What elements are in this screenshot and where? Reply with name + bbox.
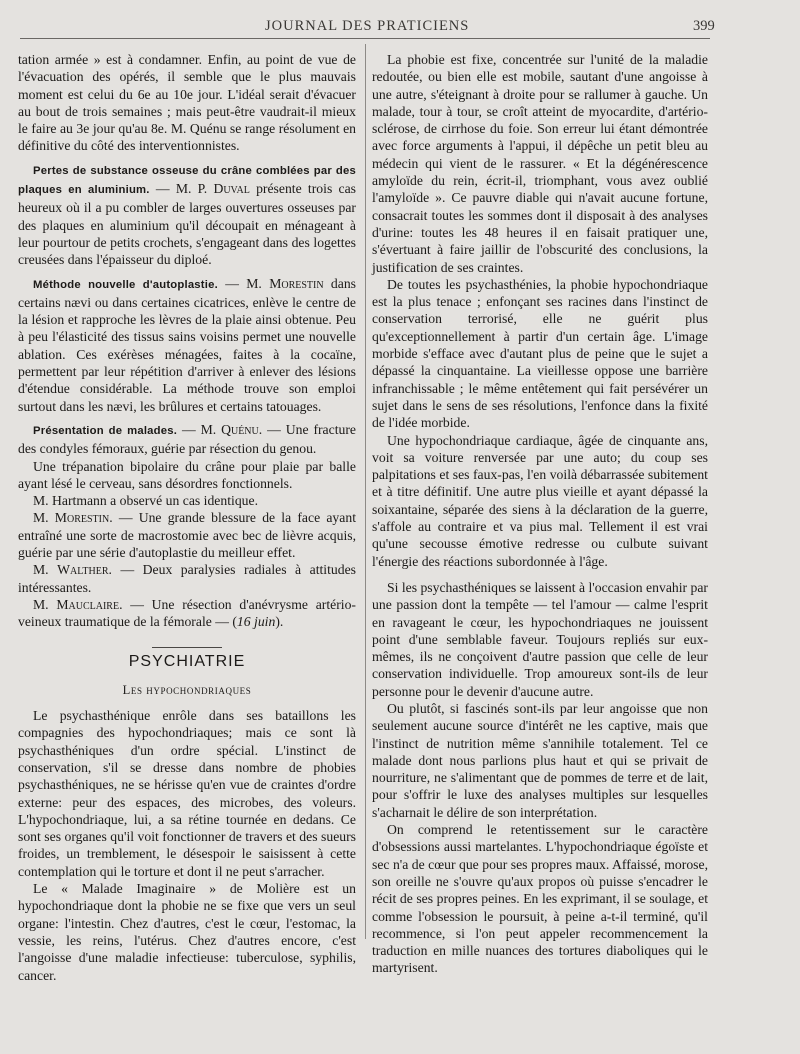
author-name: Quénu — [221, 421, 259, 437]
author-name: Morestin — [54, 510, 110, 526]
paragraph: Ou plutôt, si fascinés sont-ils par leur angoisse que non seulement aucune source d'intérêt ne les captive, mais que l'instinct de nutrition même s'annihile totalement. Tel ce malade dont nous parlions plus haut et qui se privait de nourriture, ne s'alimentant que de pommes de terre et de lait, pour s'offrir le luxe des analyses multiples sur lesquelles s'acharnait le délire de son interprétation. — [372, 700, 708, 820]
continued-paragraph: tation armée » est à condamner. Enfin, au point de vue de l'évacuation des opérés, il semble que le plus mauvais moment est celui du 6e au 10e jour. L'idéal serait d'évacuer au bout de trois semaines ; mais peut-être vaudrait-il mieux le faire au 3e jour qu'au 8e. M. Quénu se range résolument en définitive du côté des interventionnistes. — [18, 52, 356, 154]
paragraph: M. Hartmann a observé un cas identique. — [33, 493, 259, 509]
paragraph: Le « Malade Imaginaire » de Molière est un hypochondriaque dont la phobie ne se fixe que vers un seul organe: l'intestin. Chez d'autres, c'est le cœur, l'estomac, la vessie, les reins, l'utérus. Chez d'autres encore, c'est l'angoisse d'une maladie infectieuse: tuberculose, syphilis, cancer. — [18, 881, 356, 983]
paragraph: Une trépanation bipolaire du crâne pour plaie par balle ayant lésé le cerveau, sans désordres fonctionnels. — [18, 458, 356, 491]
right-column — [372, 51, 708, 977]
header-rule — [20, 38, 710, 39]
paragraph: Le psychasthénique enrôle dans ses bataillons les compagnies des hypochondriaques; mais ce sont là psychasthéniques d'un ordre spécial. L'instinct de conservation, s'il se dresse dans nombre de phobies psychasthéniques, ne se hérisse qu'en vue de craintes d'ordre externe: peur des espaces, des microbes, des voleurs. L'hypochondriaque, lui, a sa rétine tournée en dedans. Ce sont ses organes qu'il voit fonctionner de travers et des sueurs froides, un tremblement, le désespoir le saisissent à cette contemplation qui le torture et dont il ne peut s'arracher. — [18, 708, 356, 879]
paragraph: M. Walther. — Deux paralysies radiales à attitudes intéressantes. — [18, 562, 357, 595]
author-name: Morestin — [269, 275, 324, 291]
paragraph: Une hypochondriaque cardiaque, âgée de cinquante ans, voit sa voiture renversée par une auto; du coup ses palpitations et ses faux-pas, l'en voilà débarrassée subitement et à titre définitif. Une autre plus vieille et ayant dépassé la soixantaine, séparée des siens à la déclaration de la guerre, s'affole au contraire et va pius mal. Tellement il est vrai qu'une secousse émotive redresse ou culbute suivant l'énergie des réactions subordonnée à l'âge. — [372, 432, 708, 569]
paragraph-gap — [372, 570, 708, 579]
section-heading: PSYCHIATRIE — [128, 652, 246, 670]
page-header — [20, 14, 720, 38]
date: 16 juin — [236, 614, 276, 630]
entry-title: Pertes de substance osseuse du crâne comblées par des plaques en aluminium. — [18, 164, 356, 197]
page-number: 399 — [693, 18, 715, 34]
running-head: JOURNAL DES PRATICIENS — [265, 18, 470, 34]
entry-duval: Pertes de substance osseuse du crâne comblées par des plaques en aluminium. — M. P. Duval présente trois cas heureux où il a pu combler de larges ouvertures osseuses par des plaques en aluminium qu'il découpait en ménageant à leur pourtour de petits crochets, s'engageant dans des logettes creusées dans l'épaisseur du diploé. — [18, 164, 356, 268]
entry-title: Méthode nouvelle d'autoplastie. — [33, 278, 218, 291]
entry-presentation: Présentation de malades. — M. Quénu. — Une fracture des condyles fémoraux, guérie par résection du genou. — [18, 421, 356, 457]
section-header — [18, 647, 356, 670]
author-name: Duval — [213, 181, 250, 197]
section-rule — [152, 647, 222, 648]
author-name: Mauclaire — [56, 596, 120, 612]
author-name: Walther — [57, 562, 109, 578]
paragraph: De toutes les psychasthénies, la phobie hypochondriaque est la plus tenace ; enfonçant ses racines dans l'instinct de conservation terrorisé, elle ne guérit plus qu'exceptionnellement à partir d'un certain âge. L'image morbide s'efface avec d'autant plus de peine que le sujet a dépassé la cinquantaine. La vieillesse oppose une barrière infranchissable ; le même entêtement qui fait persévérer un sujet dans le sens de ses résolutions, l'enfonce dans la fixité de l'idée morbide. — [372, 276, 708, 431]
entry-morestin: Méthode nouvelle d'autoplastie. — M. Morestin dans certains nævi ou dans certaines cicatrices, enlève le centre de la lésion et rapproche les lèvres de la plaie ainsi obtenue. Peu à peu l'élasticité des tissus sains voisins permet une nouvelle ablation. Ces exérèses ménagées, faites à la cocaïne, permettent par leur répétition d'arriver à enlever des lésions d'étendue considérable. La méthode trouve son emploi surtout dans les nævi, les brûlures et certains tatouages. — [18, 275, 357, 414]
paragraph: M. Mauclaire. — Une résection d'anévrysme artério-veineux traumatique de la fémorale — (16 juin). — [18, 596, 356, 630]
paragraph: On comprend le retentissement sur le caractère d'obsessions aussi martelantes. L'hypochondriaque égoïste et sec n'a de cœur que pour ses propres maux. Affaissé, morose, son oreille ne s'ouvre qu'aux propos où puisse s'encadrer le récit de ses propres peines. En les exprimant, il se soulage, et comme l'obsession le poursuit, à peine a-t-il terminé, qu'il recommence, si l'on peut appeler recommencement la traduction en mille nuances des tortures diaboliques qui le martyrisent. — [372, 822, 708, 976]
article-subheading: Les hypochondriaques — [122, 682, 252, 697]
column-divider — [365, 44, 366, 939]
paragraph: La phobie est fixe, concentrée sur l'unité de la maladie redoutée, ou bien elle est mobile, sautant d'une angoisse à une autre, s'éteignant à droite pour se rallumer à gauche. Un malade, tour à tour, se croît atteint de myocardite, d'artério-sclérose, de cirrhose du foie. Son erreur lui étant démontrée avec force arguments à l'appui, il dépêche un petit bleu au médecin qui vient de le rassurer. « Et la dégénérescence amyloïde du rein, écrit-il, triomphant, vous avez oublié l'amyloïde ». Ce pauvre diable qui n'avait aucune fortune, consacrait toutes les sommes dont il disposait à des analyses d'urine: toutes les 48 heures il en faisait pratiquer une, s'évertuant à faire jaillir de l'obscurité des conclusions, la justification de ses craintes. — [372, 52, 708, 275]
entry-title: Présentation de malades. — [33, 424, 178, 437]
left-column — [18, 51, 356, 984]
paragraph: M. Morestin. — Une grande blessure de la face ayant entraîné une sorte de macrostomie avec bec de lièvre acquis, guérie par une série d'autoplastie du meilleur effet. — [18, 510, 356, 561]
paragraph: Si les psychasthéniques se laissent à l'occasion envahir par une passion dont la tempête — tel l'amour — calme l'esprit en ravageant le cœur, les hypochondriaques ne jouissent point d'une semblable faveur. Toujours repliés sur eux-mêmes, ils ne conçoivent d'autre passion que celle de leur conservation individuelle. Trop amoureux sont-ils de leur personne pour le devenir d'aucune autre. — [372, 579, 708, 699]
